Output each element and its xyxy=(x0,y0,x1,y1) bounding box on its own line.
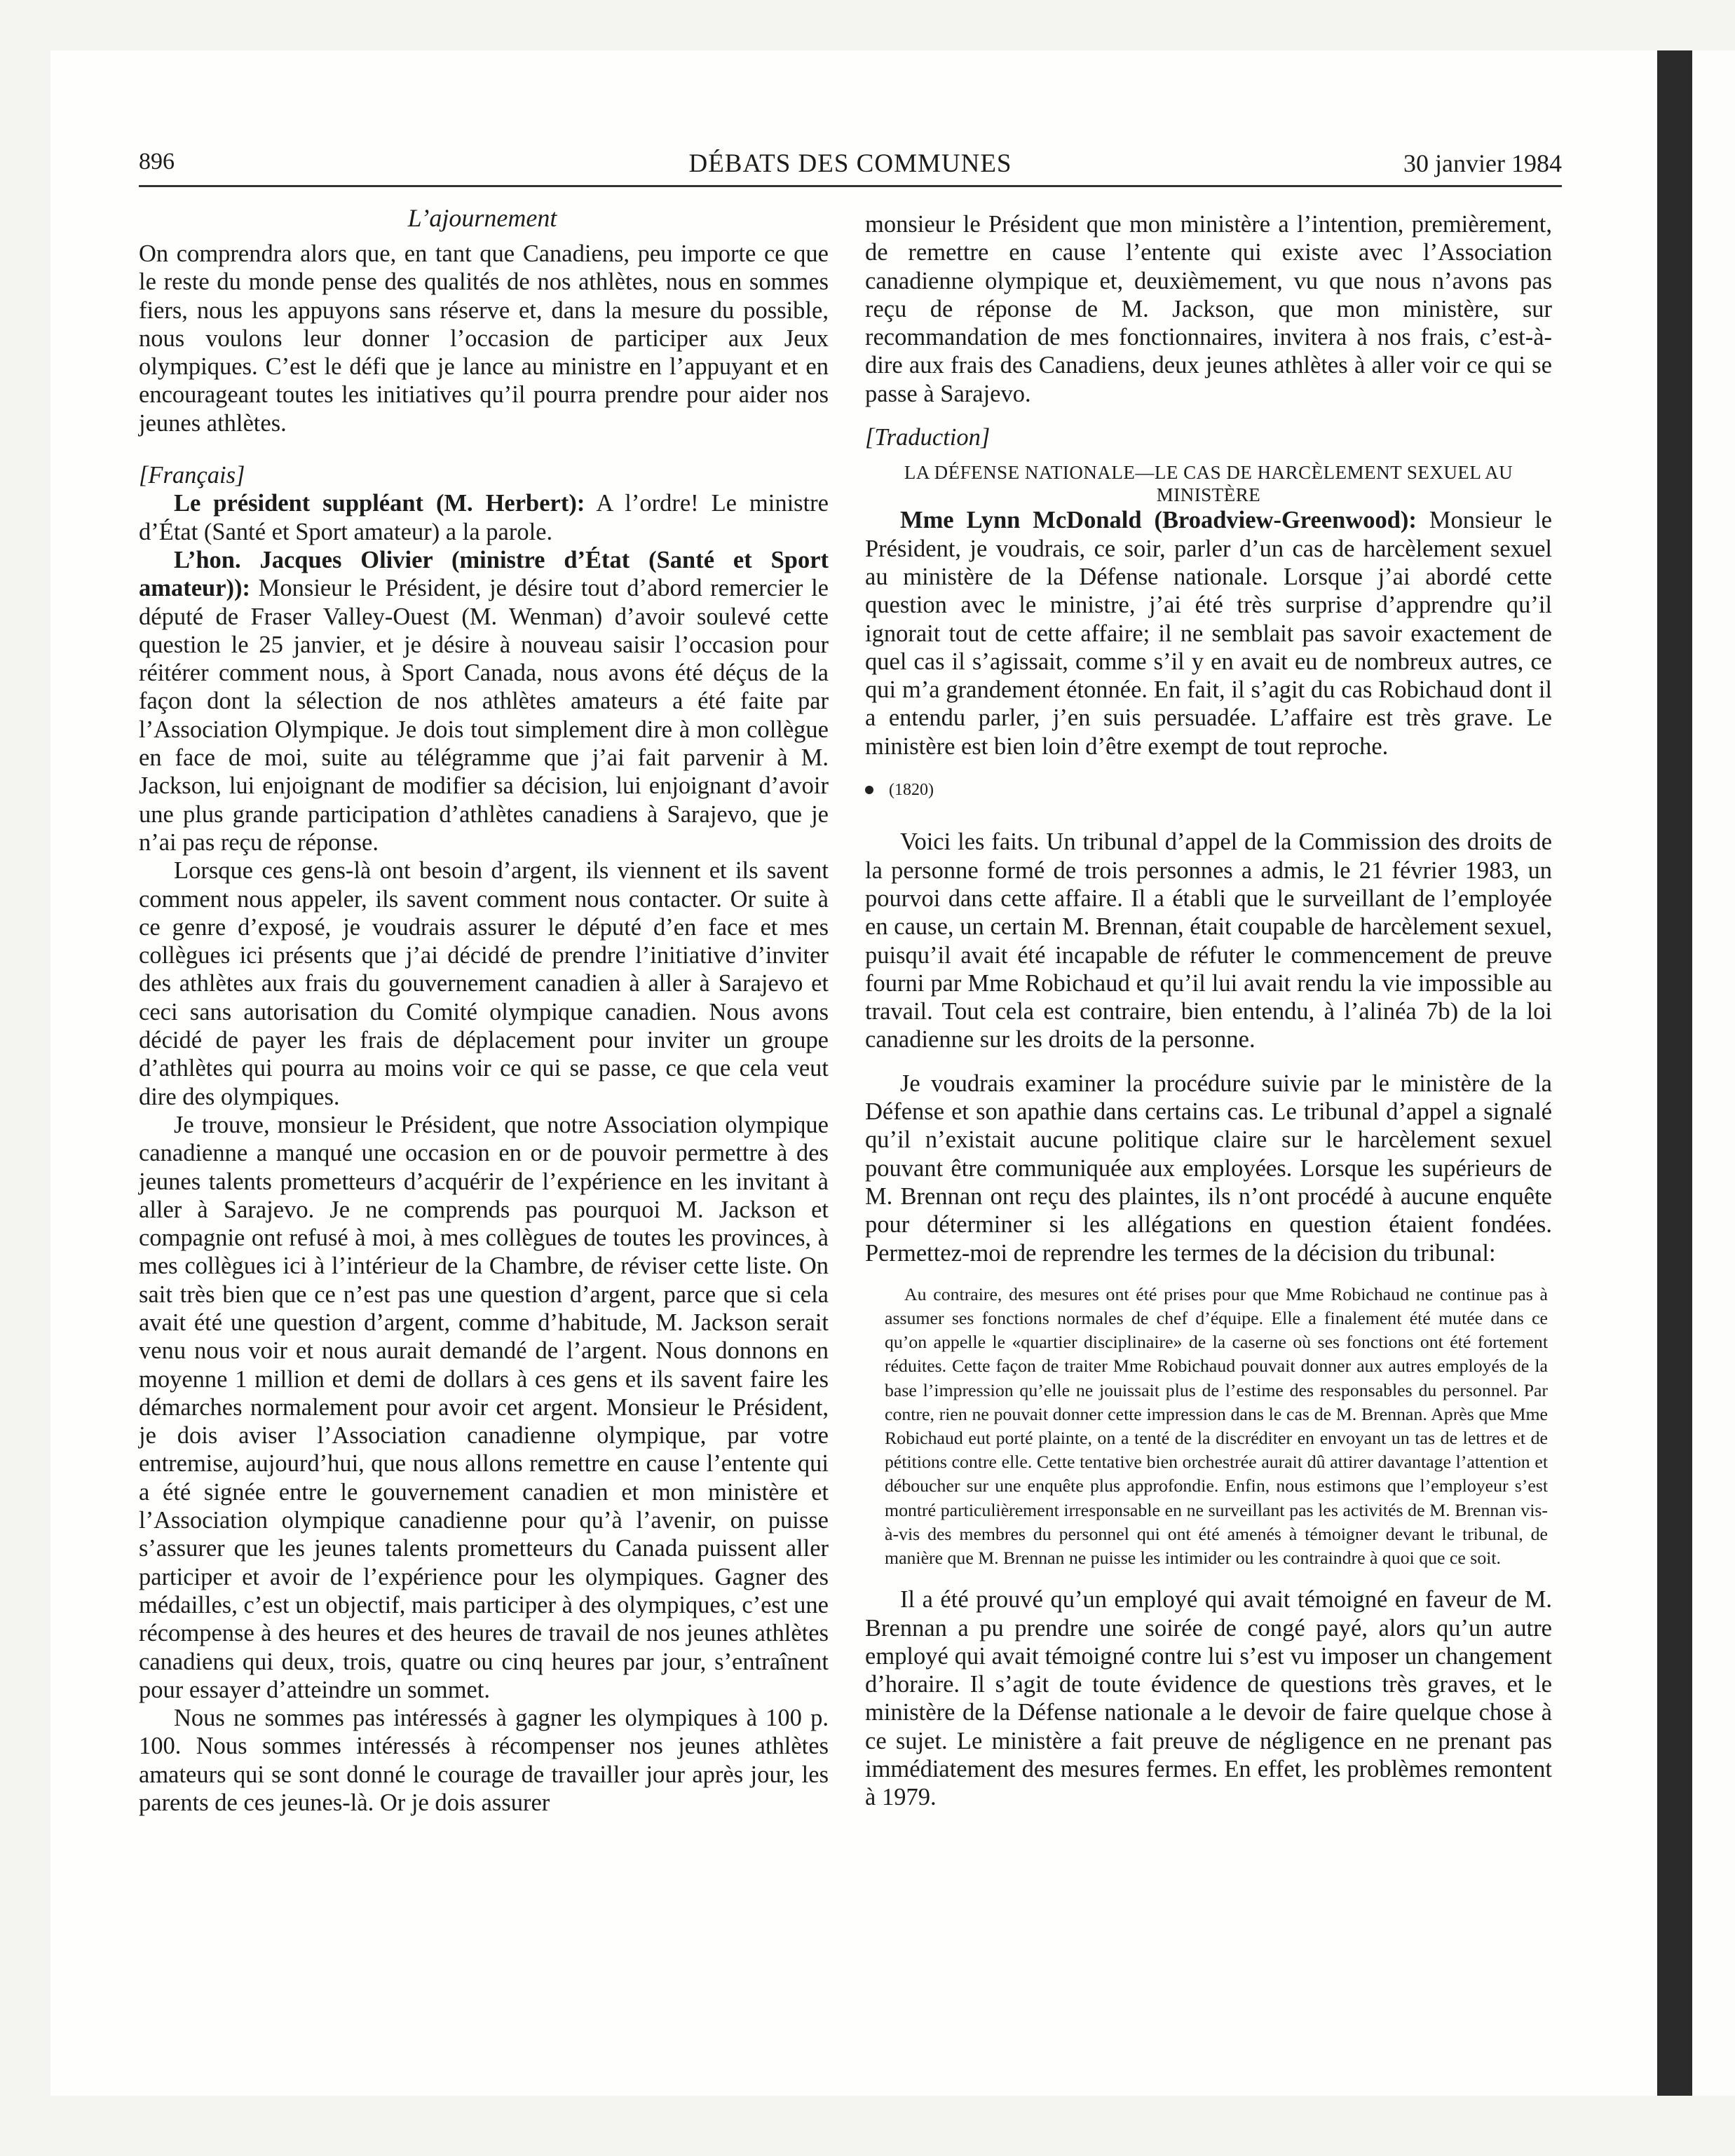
speech-olivier xyxy=(139,546,829,857)
tribunal-quote: Au contraire, des mesures ont été prises pour que Mme Robichaud ne continue pas à assumer ses fonctions normales de chef d’équipe. Elle a finalement été mutée dans ce qu’on appelle le «quartier disciplinaire» de la caserne où ses fonctions ont été fortement réduites. Cette façon de traiter Mme Robichaud pouvait donner aux autres employés de la base l’impression qu’elle ne jouissait plus de l’estime des responsables du personnel. Par contre, rien ne pouvait donner cette impression dans le cas de M. Brennan. Après que Mme Robichaud eut porté plainte, on a tenté de la discréditer en envoyant un tas de lettres et de pétitions contre elle. Cette tentative bien orchestrée aurait dû attirer davantage l’attention et déboucher sur une enquête plus approfondie. Enfin, nous estimons que l’employeur s’est montré particulièrement irresponsable en ne surveillant pas les activités de M. Brennan vis-à-vis des membres du personnel qui ont été amenés à témoigner devant le tribunal, de manière que M. Brennan ne puisse les intimider ou les contraindre à quoi que ce soit. xyxy=(885,1283,1548,1569)
paragraph: Je trouve, monsieur le Président, que notre Association olympique canadienne a manqué une occasion en or de pouvoir permettre à des jeunes talents prometteurs d’acquérir de l’expérience en les invitant à aller à Sarajevo. Je ne comprends pas pourquoi M. Jackson et compagnie ont refusé à moi, à mes collègues de toutes les provinces, à mes collègues ici à l’intérieur de la Chambre, de réviser cette liste. On sait très bien que ce n’est pas une question d’argent, parce que si cela avait été une question d’argent, comme d’habitude, M. Jackson serait venu nous voir et nous aurait demandé de l’argent. Nous donnons en moyenne 1 million et demi de dollars à ces gens et ils savent faire les démarches normalement pour avoir cet argent. Monsieur le Président, je dois aviser l’Association canadienne olympique, par votre entremise, aujourd’hui, que nous allons remettre en cause l’entente qui a été signée entre le gouvernement canadien et mon ministère et l’Association olympique canadienne pour qu’à l’avenir, on puisse s’assurer que les jeunes talents prometteurs du Canada puissent aller participer et avoir de l’expérience pour les olympiques. Gagner des médailles, c’est un objectif, mais participer à des olympiques, c’est une récompense à des heures et des heures de travail de nos jeunes athlètes canadiens qui deux, trois, quatre ou cinq heures par jour, s’entraînent pour essayer d’atteindre un sommet. xyxy=(139,1111,829,1703)
scan-binding-edge xyxy=(1657,50,1692,2096)
journal-title: DÉBATS DES COMMUNES xyxy=(688,149,1012,178)
speaker-name: L’hon. Jacques Olivier (ministre d’État (Santé et Sport amateur)): xyxy=(139,546,829,602)
scan-margin-left xyxy=(0,0,50,2156)
paragraph: Voici les faits. Un tribunal d’appel de la Commission des droits de la personne formé de trois personnes a admis, le 21 février 1983, un pourvoi dans cette affaire. Il a établi que le surveillant de l’employée en cause, un certain M. Brennan, était coupable de harcèlement sexuel, puisqu’il avait été incapable de réfuter le commencement de preuve fourni par Mme Robichaud et qu’il lui avait rendu la vie impossible au travail. Tout cela est contraire, bien entendu, à l’alinéa 7b) de la loi canadienne sur les droits de la personne. xyxy=(865,828,1552,1053)
header-rule xyxy=(139,185,1562,187)
scan-margin-bottom xyxy=(0,2096,1735,2156)
speech-herbert xyxy=(139,489,829,546)
speech-text: A l’ordre! Le ministre d’État (Santé et Sport amateur) a la parole. xyxy=(139,490,829,545)
language-tag: [Traduction] xyxy=(865,424,991,451)
time-stamp-text: (1820) xyxy=(889,781,934,800)
left-column xyxy=(139,240,829,1817)
paragraph: On comprendra alors que, en tant que Canadiens, peu importe ce que le reste du monde pense des qualités de nos athlètes, nous en sommes fiers, nous les appuyons sans réserve et, dans la mesure du possible, nous voulons leur donner l’occasion de participer aux Jeux olympiques. C’est le défi que je lance au ministre en l’appuyant et en encourageant toutes les initiatives qu’il pourra prendre pour aider nos jeunes athlètes. xyxy=(139,240,829,437)
speaker-name: Mme Lynn McDonald (Broadview-Greenwood): xyxy=(900,507,1417,534)
section-title: L’ajournement xyxy=(407,204,557,232)
page-number: 896 xyxy=(139,149,175,175)
speech-mcdonald xyxy=(865,506,1552,760)
scan-margin-top xyxy=(0,0,1735,50)
language-tag: [Français] xyxy=(139,462,245,489)
issue-date: 30 janvier 1984 xyxy=(1403,149,1562,177)
speech-text: Monsieur le Président, je voudrais, ce soir, parler d’un cas de harcèlement sexuel au ministère de la Défense nationale. Lorsque j’ai abordé cette question avec le ministre, j’ai été très surprise d’apprendre qu’il ignorait tout de cette affaire; il ne semblait pas savoir exactement de quel cas il s’agissait, comme s’il y en avait eu de nombreux autres, ce qui m’a grandement étonnée. En fait, il s’agit du cas Robichaud dont il a entendu parler, j’en suis persuadée. L’affaire est très grave. Le ministère est bien loin d’être exempt de tout reproche. xyxy=(865,507,1552,760)
paragraph: Lorsque ces gens-là ont besoin d’argent, ils viennent et ils savent comment nous appeler, ils savent comment nous contacter. Or suite à ce genre d’exposé, je voudrais assurer le député d’en face et mes collègues ici présents que j’ai décidé de prendre l’initiative d’inviter des athlètes aux frais du gouvernement canadien à aller à Sarajevo et ceci sans autorisation du Comité olympique canadien. Nous avons décidé de payer les frais de déplacement pour inviter un groupe d’athlètes qui pourra au moins voir ce qui se passe, ce que cela veut dire des olympiques. xyxy=(139,857,829,1110)
paragraph: monsieur le Président que mon ministère a l’intention, premièrement, de remettre en cause l’entente qui existe avec l’Association canadienne olympique et, deuxièmement, vu que nous n’avons pas reçu de réponse de M. Jackson, que mon ministère, sur recommandation de mes fonctionnaires, invitera à nos frais, c’est-à-dire aux frais des Canadiens, deux jeunes athlètes à aller voir ce qui se passe à Sarajevo. xyxy=(865,211,1552,407)
right-column xyxy=(865,210,1552,1812)
debate-subheading: LA DÉFENSE NATIONALE—LE CAS DE HARCÈLEMENT SEXUEL AU MINISTÈRE xyxy=(904,462,1513,506)
page-header xyxy=(139,149,1562,191)
speech-text: Monsieur le Président, je désire tout d’abord remercier le député de Fraser Valley-Ouest (M. Wenman) d’avoir soulevé cette question le 25 janvier, et je désire à nouveau saisir l’occasion pour réitérer comment nous, à Sport Canada, nous avons été déçus de la façon dont la sélection de nos athlètes amateurs a été faite par l’Association Olympique. Je dois tout simplement dire à mon collègue en face de moi, suite au télégramme que j’ai fait parvenir à M. Jackson, lui enjoignant de modifier sa décision, lui enjoignant d’avoir une plus grande participation d’athlètes canadiens à Sarajevo, que je n’ai pas reçu de réponse. xyxy=(139,575,829,856)
time-stamp xyxy=(865,776,1552,804)
paragraph: Nous ne sommes pas intéressés à gagner les olympiques à 100 p. 100. Nous sommes intéressés à récompenser nos jeunes athlètes amateurs qui se sont donné le courage de travailler jour après jour, les parents de ces jeunes-là. Or je dois assurer xyxy=(139,1705,829,1817)
paragraph: Je voudrais examiner la procédure suivie par le ministère de la Défense et son apathie dans certains cas. Le tribunal d’appel a signalé qu’il n’existait aucune politique claire sur le harcèlement sexuel pouvant être communiquée aux employées. Lorsque les supérieurs de M. Brennan ont reçu des plaintes, ils n’ont procédé à aucune enquête pour déterminer si les allégations en question étaient fondées. Permettez-moi de reprendre les termes de la décision du tribunal: xyxy=(865,1070,1552,1267)
paragraph: Il a été prouvé qu’un employé qui avait témoigné en faveur de M. Brennan a pu prendre une soirée de congé payé, alors qu’un autre employé qui avait témoigné contre lui s’est vu imposer un changement d’horaire. Il s’agit de toute évidence de questions très graves, et le ministère de la Défense nationale a le devoir de faire quelque chose à ce sujet. Le ministère a fait preuve de négligence en ne prenant pas immédiatement des mesures fermes. En effet, les problèmes remontent à 1979. xyxy=(865,1586,1552,1811)
bullet-icon xyxy=(865,786,873,794)
speaker-name: Le président suppléant (M. Herbert): xyxy=(174,490,585,517)
